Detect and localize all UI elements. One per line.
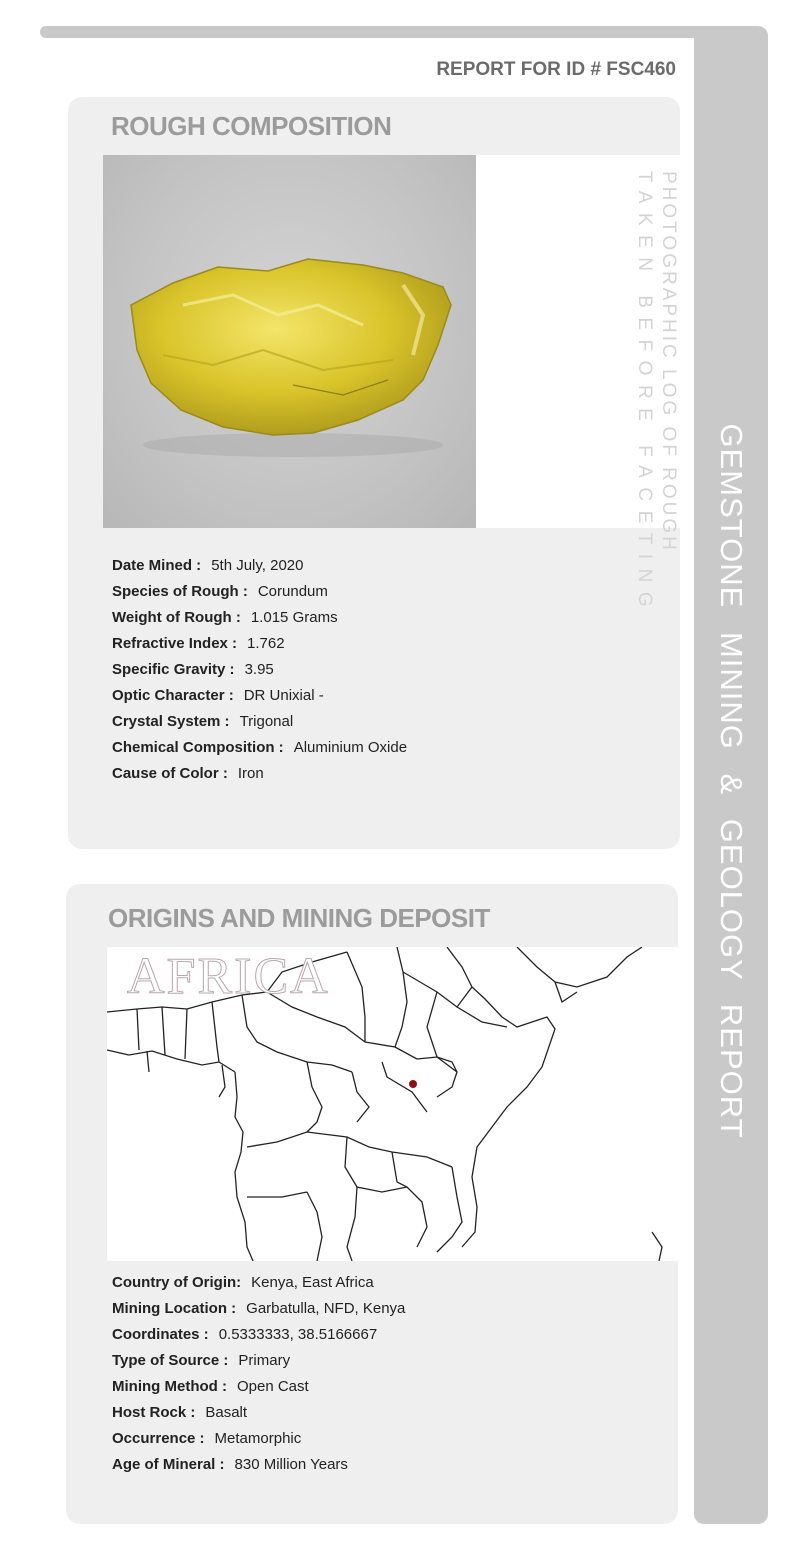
property-label: Age of Mineral : [112, 1456, 225, 1473]
rough-composition-title: ROUGH COMPOSITION [111, 111, 392, 141]
property-label: Country of Origin: [112, 1274, 242, 1291]
photo-caption [632, 171, 680, 616]
property-label: Specific Gravity : [112, 661, 235, 678]
property-label: Optic Character : [112, 687, 234, 704]
property-label: Refractive Index : [112, 635, 238, 652]
property-row [112, 557, 407, 583]
photo-caption-line1: PHOTOGRAPHIC LOG OF ROUGH [658, 171, 679, 553]
property-label: Mining Method : [112, 1378, 227, 1395]
map-region-label: AFRICA [127, 948, 330, 1005]
report-side-title [694, 26, 768, 1524]
photo-caption-line2: TAKEN BEFORE FACETING [634, 171, 655, 617]
property-label: Host Rock : [112, 1404, 196, 1421]
property-row [112, 583, 407, 609]
property-value: Aluminium Oxide [293, 739, 408, 756]
property-value: 3.95 [244, 661, 274, 678]
property-label: Weight of Rough : [112, 609, 241, 626]
report-id: REPORT FOR ID # FSC460 [436, 59, 676, 80]
property-row [112, 1404, 405, 1430]
property-row [112, 739, 407, 765]
property-row [112, 713, 407, 739]
property-row [112, 1300, 405, 1326]
property-value: 0.5333333, 38.5166667 [218, 1326, 378, 1343]
rough-stone-image [103, 155, 476, 528]
side-title-text: GEMSTONE MINING & GEOLOGY REPORT [714, 423, 749, 1139]
property-value: 5th July, 2020 [211, 557, 304, 574]
property-row [112, 609, 407, 635]
property-label: Crystal System : [112, 713, 230, 730]
property-value: Open Cast [236, 1378, 309, 1395]
origin-properties-list [112, 1274, 405, 1482]
property-value: Primary [238, 1352, 291, 1369]
property-value: Corundum [257, 583, 328, 600]
property-label: Type of Source : [112, 1352, 229, 1369]
property-row [112, 687, 407, 713]
property-label: Mining Location : [112, 1300, 237, 1317]
property-label: Date Mined : [112, 557, 202, 574]
property-row [112, 635, 407, 661]
property-label: Species of Rough : [112, 583, 248, 600]
property-label: Coordinates : [112, 1326, 209, 1343]
header-bar [40, 26, 720, 38]
property-label: Occurrence : [112, 1430, 205, 1447]
property-value: 830 Million Years [234, 1456, 348, 1473]
property-value: 1.015 Grams [250, 609, 338, 626]
property-row [112, 1326, 405, 1352]
property-value: 1.762 [247, 635, 285, 652]
property-row [112, 1456, 405, 1482]
property-row [112, 765, 407, 791]
property-row [112, 1430, 405, 1456]
property-value: Basalt [205, 1404, 248, 1421]
origin-location-marker [409, 1080, 417, 1088]
origin-map [107, 947, 680, 1261]
property-label: Chemical Composition : [112, 739, 284, 756]
property-label: Cause of Color : [112, 765, 228, 782]
property-value: Iron [237, 765, 264, 782]
property-value: Metamorphic [214, 1430, 302, 1447]
property-value: Trigonal [239, 713, 294, 730]
property-value: Kenya, East Africa [251, 1274, 374, 1291]
property-row [112, 1352, 405, 1378]
rough-properties-list [112, 557, 407, 791]
origins-title: ORIGINS AND MINING DEPOSIT [108, 903, 490, 933]
property-row [112, 661, 407, 687]
property-row [112, 1274, 405, 1300]
property-row [112, 1378, 405, 1404]
property-value: DR Unixial - [243, 687, 324, 704]
rough-stone-photo [103, 155, 476, 528]
property-value: Garbatulla, NFD, Kenya [246, 1300, 406, 1317]
